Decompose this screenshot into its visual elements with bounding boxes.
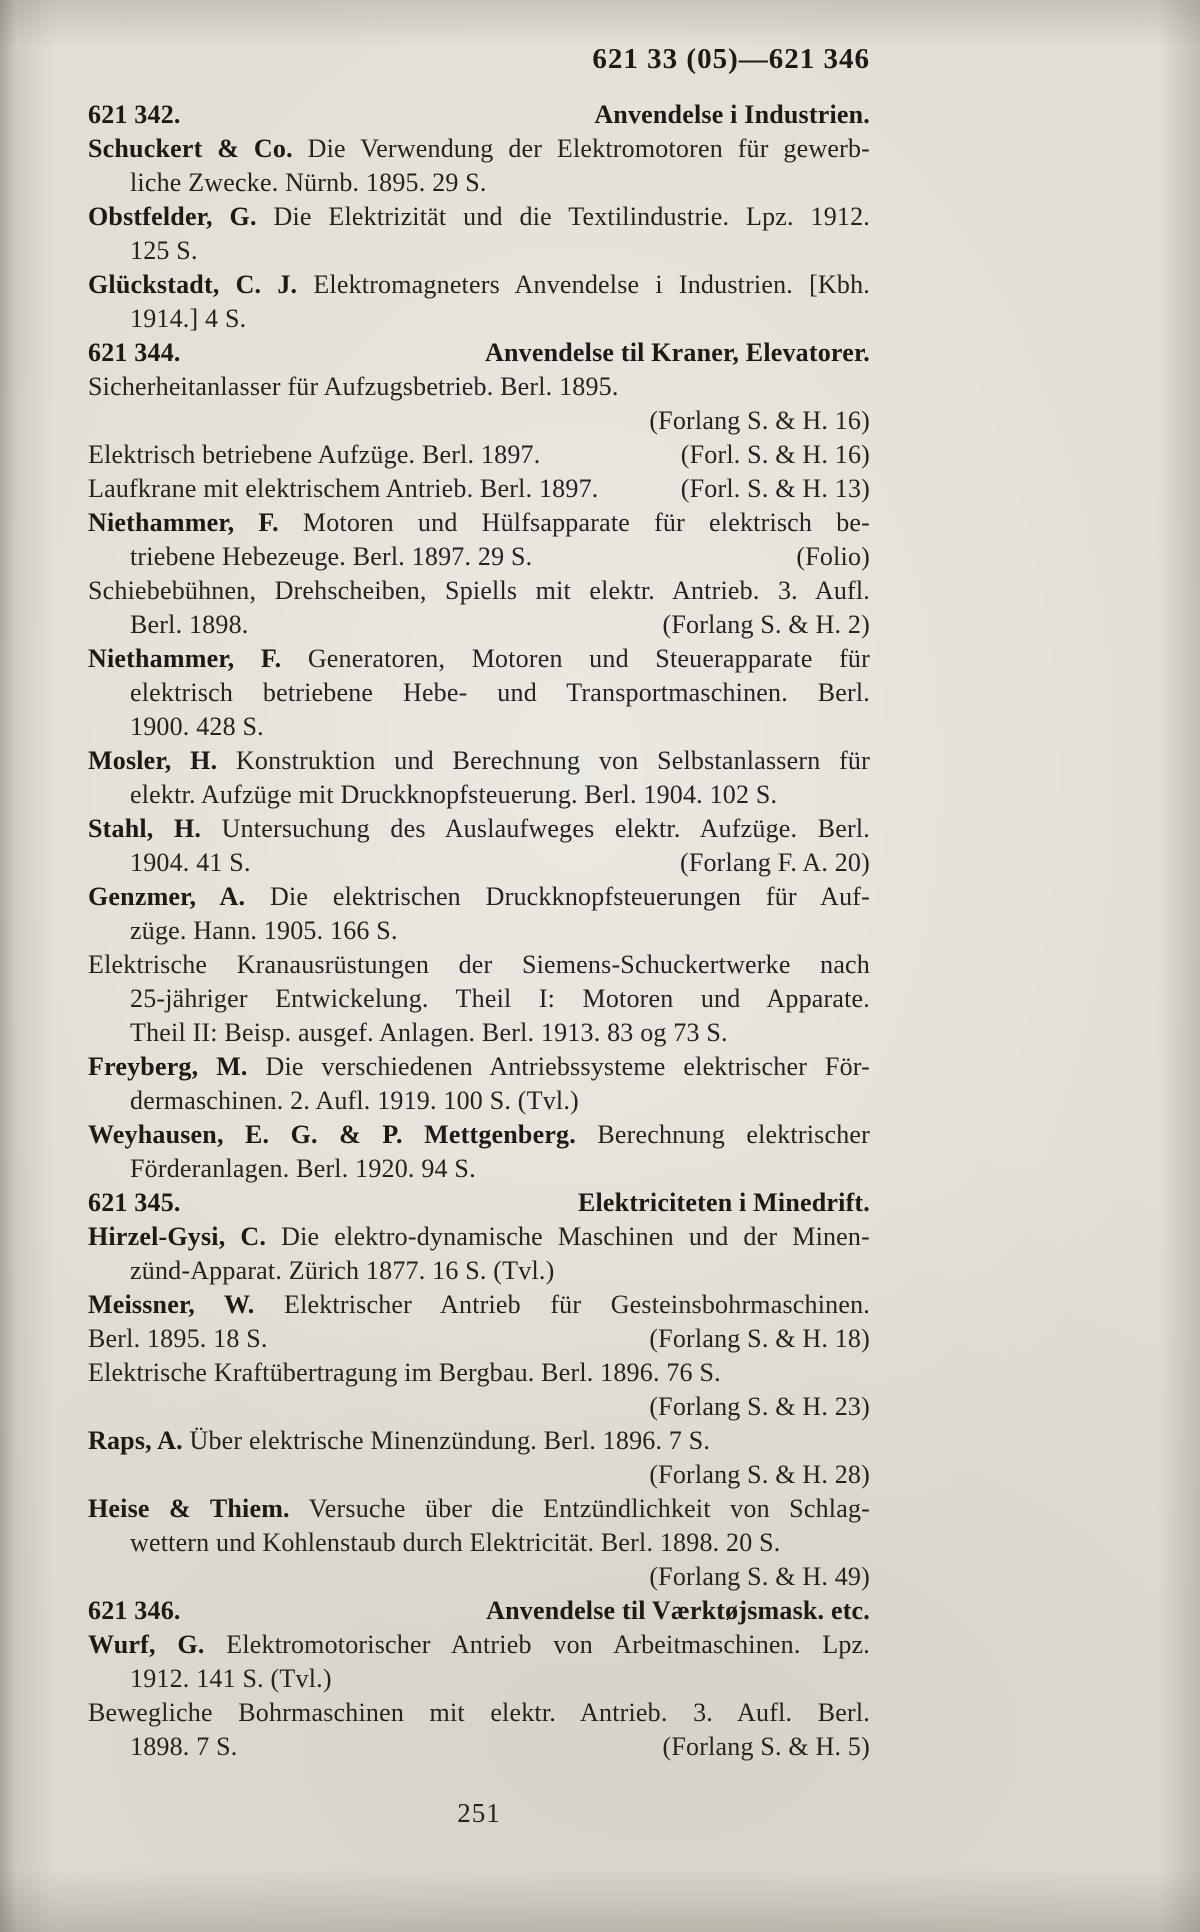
author-name-text: Genzmer, A. [88,882,246,911]
author-name-text: Obstfelder, G. [88,202,257,231]
section-heading-line [88,1186,870,1220]
entry-text [130,780,777,809]
entry-line [88,1526,870,1560]
entry-body-text: Elektrischer Antrieb für Gesteinsbohrmaschinen. [254,1290,870,1319]
entry-text [88,438,540,472]
entry-body-text: Konstruktion und Berechnung von Selbstanlassern für [217,746,870,775]
author-name-text: 621 344. [88,338,181,367]
entry-line [88,982,870,1016]
entry-body-text: Elektromotorischer Antrieb von Arbeitmaschinen. Lpz. [204,1630,870,1659]
entry-line [88,1424,870,1458]
entry-body-text: Elektrische Kraftübertragung im Bergbau. Berl. 1896. 76 S. [88,1358,721,1387]
entry-line [88,846,870,880]
entry-body-text: wettern und Kohlenstaub durch Elektricität. Berl. 1898. 20 S. [130,1528,781,1557]
entry-text [130,1018,728,1047]
entry-text [130,678,870,707]
entry-line [88,574,870,608]
entry-text [130,236,198,265]
entry-line [88,676,870,710]
entry-line [88,302,870,336]
entry-line [88,948,870,982]
entry-body-text: Die elektro-dynamische Maschinen und der Minen- [266,1222,870,1251]
entry-line [88,1254,870,1288]
text-block [88,98,870,1764]
entry-line [88,506,870,540]
publisher-ref-text: (Forlang S. & H. 2) [662,610,870,639]
entry-text [130,1256,554,1285]
author-name-text: Niethammer, F. [88,508,279,537]
entry-text [130,916,398,945]
entry-body-text: zünd-Apparat. Zürich 1877. 16 S. (Tvl.) [130,1256,555,1285]
entry-text [88,1290,870,1319]
author-name-text: Schuckert & Co. [88,134,293,163]
entry-body-text: liche Zwecke. Nürnb. 1895. 29 S. [130,168,487,197]
section-heading-line [88,98,870,132]
author-name-text: 621 346. [88,1596,181,1625]
entry-line [88,1390,870,1424]
entry-line [88,166,870,200]
entry-text [88,644,870,673]
entry-body-text: Elektrisch betriebene Aufzüge. Berl. 1897. [88,440,541,469]
entry-text [88,882,870,911]
entry-text [88,1698,870,1727]
section-title-text: Anvendelse til Kraner, Elevatorer. [485,338,870,367]
entry-body-text: Theil II: Beisp. ausgef. Anlagen. Berl. 1913. 83 og 73 S. [130,1018,728,1047]
entry-text [88,1052,870,1081]
entry-text [88,1222,870,1251]
entry-line [88,1560,870,1594]
entry-line [88,540,870,574]
entry-line [88,472,870,506]
entry-body-text: triebene Hebezeuge. Berl. 1897. 29 S. [130,542,533,571]
entry-body-text: Elektrische Kranausrüstungen der Siemens-Schuckertwerke nach [88,950,870,979]
entry-text [130,608,248,642]
entry-line [88,608,870,642]
entry-text [88,576,870,605]
entry-line [88,1118,870,1152]
publisher-ref-text: (Forlang S. & H. 28) [649,1460,870,1489]
entry-text [88,1426,710,1455]
author-name-text: Stahl, H. [88,814,202,843]
section-number-text [88,1186,181,1220]
entry-text [88,508,870,537]
entry-line [88,438,870,472]
entry-line [88,880,870,914]
entry-body-text: Elektromagneters Anvendelse i Industrien. [Kbh. [297,270,871,299]
entry-line [88,1084,870,1118]
entry-text [130,1154,476,1183]
entry-body-text: Untersuchung des Auslaufweges elektr. Aufzüge. Berl. [201,814,870,843]
entry-text [88,202,870,231]
entry-body-text: 1904. 41 S. [130,848,251,877]
entry-body-text: 25-jähriger Entwickelung. Theil I: Motoren und Apparate. [130,984,870,1013]
entry-body-text: 1900. 428 S. [130,712,264,741]
entry-line [88,812,870,846]
entry-body-text: Förderanlagen. Berl. 1920. 94 S. [130,1154,476,1183]
entry-line [88,1628,870,1662]
entry-line [88,234,870,268]
entry-line [88,744,870,778]
entry-text [130,712,264,741]
entry-body-text: Berl. 1898. [130,610,249,639]
entry-body-text: Berl. 1895. 18 S. [88,1324,268,1353]
author-name-text: Meissner, W. [88,1290,255,1319]
author-name-text: Heise & Thiem. [88,1494,290,1523]
entry-text [130,1664,332,1693]
entry-body-text: Die verschiedenen Antriebssysteme elektrischer För- [247,1052,870,1081]
entry-text [130,1528,781,1557]
entry-text [130,1086,579,1115]
publisher-ref-text: (Forlang S. & H. 16) [649,406,870,435]
entry-line [88,914,870,948]
entry-text [130,846,251,880]
entry-body-text: Bewegliche Bohrmaschinen mit elektr. Antrieb. 3. Aufl. Berl. [88,1698,870,1727]
entry-line [88,1662,870,1696]
author-name-text: Wurf, G. [88,1630,205,1659]
publisher-ref-text: (Forlang S. & H. 18) [649,1324,870,1353]
author-name-text: Raps, A. [88,1426,183,1455]
author-name-text: Niethammer, F. [88,644,282,673]
entry-body-text: Schiebebühnen, Drehscheiben, Spiells mit elektr. Antrieb. 3. Aufl. [88,576,870,605]
entry-body-text: Motoren und Hülfsapparate für elektrisch be- [278,508,870,537]
entry-body-text: 1912. 141 S. (Tvl.) [130,1664,332,1693]
entry-line [88,1356,870,1390]
entry-text [130,168,487,197]
publisher-ref-text: (Forlang S. & H. 49) [649,1562,870,1591]
entry-text [130,540,532,574]
entry-line [88,1696,870,1730]
entry-line [88,1220,870,1254]
author-name-text: Glückstadt, C. J. [88,270,298,299]
author-name-text: Freyberg, M. [88,1052,248,1081]
section-heading-line [88,1594,870,1628]
entry-line [88,200,870,234]
entry-line [88,1730,870,1764]
entry-text [88,746,870,775]
publisher-ref-text: (Folio) [796,542,870,571]
entry-line [88,1492,870,1526]
running-head: 621 33 (05)—621 346 [592,43,870,75]
section-heading-line [88,336,870,370]
entry-line [88,1016,870,1050]
entry-text [88,1120,870,1149]
author-name-text: Mosler, H. [88,746,218,775]
entry-text [88,270,870,299]
entry-line [88,268,870,302]
entry-text [130,1730,237,1764]
entry-line [88,1050,870,1084]
entry-text [88,1358,721,1387]
section-title-text: Elektriciteten i Minedrift. [577,1188,870,1217]
entry-line [88,710,870,744]
entry-body-text: Über elektrische Minenzündung. Berl. 1896. 7 S. [182,1426,711,1455]
section-title-text: Anvendelse i Industrien. [594,100,870,129]
entry-body-text: 125 S. [130,236,198,265]
entry-line [88,1322,870,1356]
entry-text [88,1494,870,1523]
entry-line [88,778,870,812]
publisher-ref-text: (Forl. S. & H. 16) [680,440,870,469]
entry-body-text: Die Verwendung der Elektromotoren für gewerb- [292,134,870,163]
author-name-text: Weyhausen, E. G. & P. Mettgenberg. [88,1120,576,1149]
publisher-ref-text: (Forl. S. & H. 13) [680,474,870,503]
entry-body-text: Die elektrischen Druckknopfsteuerungen für Auf- [245,882,870,911]
entry-body-text: 1914.] 4 S. [130,304,247,333]
entry-body-text: 1898. 7 S. [130,1732,238,1761]
entry-line [88,132,870,166]
publisher-ref-text: (Forlang F. A. 20) [679,848,870,877]
entry-line [88,404,870,438]
entry-text [88,950,870,979]
entry-line [88,1458,870,1492]
entry-body-text: elektr. Aufzüge mit Druckknopfsteuerung. Berl. 1904. 102 S. [130,780,778,809]
entry-body-text: Generatoren, Motoren und Steuerapparate für [281,644,870,673]
text-column [88,40,870,1764]
entry-text [130,304,246,333]
author-name-text: 621 345. [88,1188,181,1217]
entry-text [88,814,870,843]
entry-body-text: Berechnung elektrischer [575,1120,870,1149]
author-name-text: Hirzel-Gysi, C. [88,1222,267,1251]
author-name-text: 621 342. [88,100,181,129]
section-title-text: Anvendelse til Værktøjsmask. etc. [486,1596,870,1625]
entry-body-text: Laufkrane mit elektrischem Antrieb. Berl. 1897. [88,474,599,503]
entry-line [88,1152,870,1186]
entry-text [88,472,598,506]
entry-body-text: Sicherheitanlasser für Aufzugsbetrieb. Berl. 1895. [88,372,619,401]
section-number-text [88,336,181,370]
page-number: 251 [457,1798,501,1828]
entry-line [88,1288,870,1322]
entry-body-text: züge. Hann. 1905. 166 S. [130,916,398,945]
publisher-ref-text: (Forlang S. & H. 5) [662,1732,870,1761]
entry-body-text: dermaschinen. 2. Aufl. 1919. 100 S. (Tvl.) [130,1086,579,1115]
entry-text [88,1322,268,1356]
section-number-text [88,98,181,132]
entry-body-text: Die Elektrizität und die Textilindustrie. Lpz. 1912. [256,202,871,231]
entry-body-text: elektrisch betriebene Hebe- und Transportmaschinen. Berl. [130,678,870,707]
entry-text [130,984,870,1013]
section-number-text [88,1594,181,1628]
publisher-ref-text: (Forlang S. & H. 23) [649,1392,870,1421]
entry-line [88,642,870,676]
entry-text [88,134,870,163]
entry-text [88,372,619,401]
entry-line [88,370,870,404]
entry-body-text: Versuche über die Entzündlichkeit von Schlag- [289,1494,870,1523]
entry-text [88,1630,870,1659]
